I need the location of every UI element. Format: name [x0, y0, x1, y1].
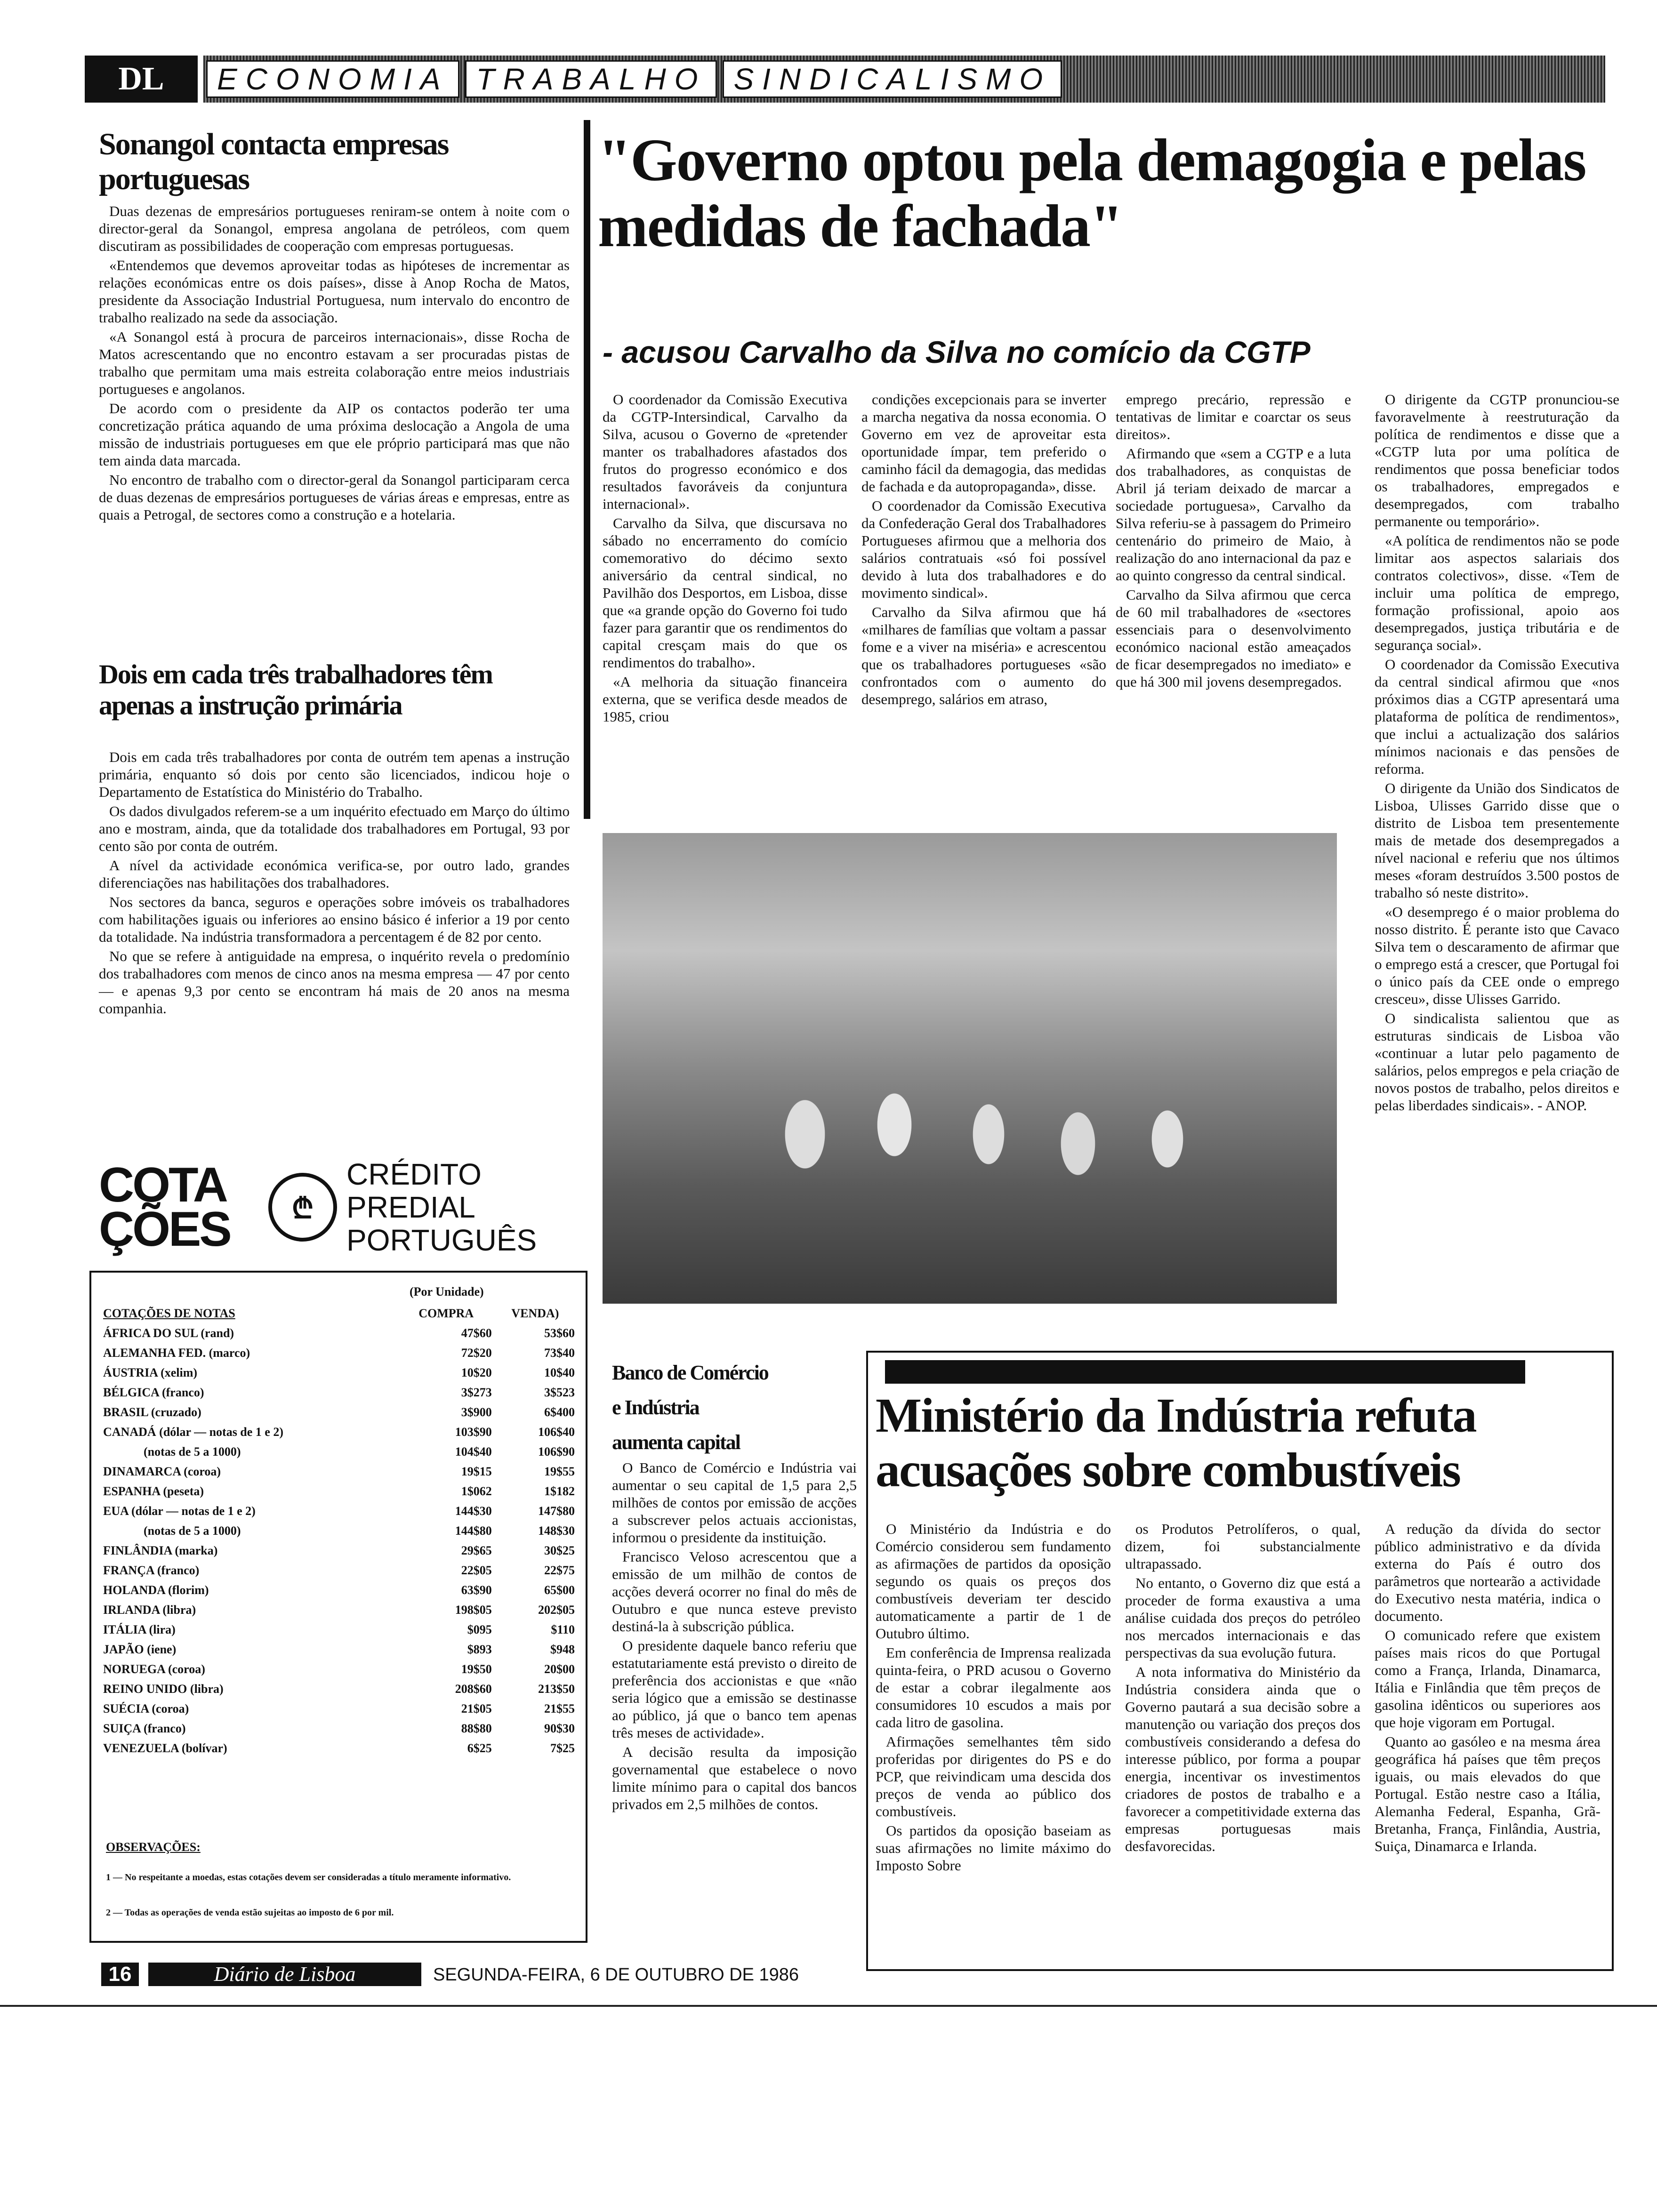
- paragraph: O coordenador da Comissão Executiva da CGTP-Intersindical, Carvalho da Silva, acusou o Governo de «pretender manter os trabalhadores afastados dos frutos do progresso económico e dos resultados favoráveis da conjuntura internacional».: [603, 391, 847, 512]
- sell-rate: 1$182: [544, 1484, 575, 1498]
- currency-name: IRLANDA (libra): [103, 1603, 196, 1617]
- paragraph: «A melhoria da situação financeira externa, que se verifica desde meados de 1985, criou: [603, 673, 847, 725]
- sonangol-body: [99, 202, 570, 525]
- sell-rate: 19$55: [544, 1465, 575, 1478]
- paragraph: emprego precário, repressão e tentativas de limitar e coarctar os seus direitos».: [1116, 391, 1351, 442]
- buy-rate: 208$60: [455, 1682, 492, 1696]
- cgtp-headline: "Governo optou pela demagogia e pelas medidas de fachada": [598, 127, 1586, 259]
- table-row: [101, 1679, 577, 1699]
- buy-rate: 47$60: [461, 1326, 492, 1340]
- table-row: [101, 1739, 577, 1758]
- buy-rate: 103$90: [455, 1425, 492, 1439]
- currency-name: SUÉCIA (coroa): [103, 1702, 189, 1715]
- bci-headline: Banco de Comércio e Indústria aumenta capital: [612, 1361, 768, 1454]
- instrucao-body: [99, 748, 570, 1019]
- currency-name: FINLÂNDIA (marka): [103, 1544, 218, 1557]
- sell-rate: $110: [551, 1623, 575, 1636]
- section-banner: [203, 56, 1605, 103]
- sell-rate: 21$55: [544, 1702, 575, 1715]
- cgtp-subheadline: - acusou Carvalho da Silva no comício da CGTP: [603, 335, 1311, 369]
- sell-rate: 106$90: [538, 1445, 575, 1459]
- paragraph: Afirmando que «sem a CGTP e a luta dos trabalhadores, as conquistas de Abril já teriam deixado de marcar a sociedade portuguesa», Carvalho da Silva referiu-se à passagem do Primeiro centenário do primeiro de Maio, à realização do ano internacional da paz e ao quinto congresso da central sindical.: [1116, 445, 1351, 584]
- table-row: [101, 1600, 577, 1620]
- paragraph: O sindicalista salientou que as estruturas sindicais de Lisboa vão «continuar a lutar pelo pagamento de salários, pelos empregos e pela criação de novos postos de trabalho, pelos direitos e pelas liberdades sindicais». - ANOP.: [1375, 1010, 1619, 1114]
- paragraph: O dirigente da CGTP pronunciou-se favoravelmente à reestruturação da política de rendimentos e disse que a «CGTP luta por uma política de rendimentos que possa beneficiar todos os trabalhadores, empregados e desempregados, com trabalho permanente ou temporário».: [1375, 391, 1619, 529]
- buy-rate: 3$900: [461, 1405, 492, 1419]
- paragraph: Os dados divulgados referem-se a um inquérito efectuado em Março do último ano e mostram, ainda, que da totalidade dos trabalhadores em Portugal, 93 por cento são por conta de outrém.: [99, 803, 570, 854]
- buy-rate: 1$062: [461, 1484, 492, 1498]
- paragraph: Quanto ao gasóleo e na mesma área geográfica há países que têm preços iguais, ou mais elevados do que Portugal. Estão nestre caso a Itália, Alemanha Federal, Espanha, Grã-Bretanha, França, Finlândia, Austria, Suiça, Dinamarca e Irlanda.: [1375, 1733, 1601, 1854]
- buy-rate: 21$05: [461, 1702, 492, 1715]
- section-economia: ECONOMIA: [206, 60, 459, 98]
- currency-name: NORUEGA (coroa): [103, 1662, 205, 1676]
- bank-emblem-icon: ₾: [268, 1173, 337, 1242]
- buy-rate: 88$80: [461, 1722, 492, 1735]
- paragraph: O Banco de Comércio e Indústria vai aumentar o seu capital de 1,5 para 2,5 milhões de contos por emissão de acções a subscrever pelos actuais accionistas, informou o presidente da instituição.: [612, 1459, 857, 1546]
- sonangol-headline: Sonangol contacta empresas portuguesas: [99, 127, 449, 196]
- buy-rate: 72$20: [461, 1346, 492, 1360]
- paragraph: Afirmações semelhantes têm sido proferidas por dirigentes do PS e do PCP, que reivindicam uma descida dos preços de venda ao público dos combustíveis.: [876, 1733, 1111, 1819]
- cgtp-col1: [603, 391, 847, 727]
- table-row: [101, 1699, 577, 1719]
- instrucao-headline: Dois em cada três trabalhadores têm apenas a instrução primária: [99, 659, 492, 721]
- table-row: [101, 1640, 577, 1659]
- paragraph: O coordenador da Comissão Executiva da central sindical afirmou que «nos próximos dias a CGTP apresentará uma plataforma de política de rendimentos», que inclui a actualização dos salários mínimos nacionais e das pensões de reforma.: [1375, 656, 1619, 777]
- paragraph: Os partidos da oposição baseiam as suas afirmações no limite máximo do Imposto Sobre: [876, 1822, 1111, 1874]
- paragraph: «A política de rendimentos não se pode limitar aos aspectos salariais dos contratos colectivos», disse. «Tem de incluir uma política de emprego, formação profissional, apoio aos desempregados, justiça tributária e de segurança social».: [1375, 532, 1619, 653]
- obs-note: 1 — No respeitante a moedas, estas cotações devem ser consideradas a título meramente informativo.: [106, 1872, 511, 1883]
- currency-name: BÉLGICA (franco): [103, 1386, 204, 1399]
- buy-rate: 19$50: [461, 1662, 492, 1676]
- sell-rate: 7$25: [550, 1741, 575, 1755]
- currency-name: (notas de 5 a 1000): [144, 1524, 241, 1538]
- paragraph: Nos sectores da banca, seguros e operações sobre imóveis os trabalhadores com habilitações iguais ou inferiores ao ensino básico é inferior a 19 por cento da totalidade. Na indústria transformadora a percentagem é de 82 por cento.: [99, 894, 570, 945]
- sell-rate: 202$05: [538, 1603, 575, 1617]
- currency-name: ÁFRICA DO SUL (rand): [103, 1326, 234, 1340]
- table-row: [101, 1343, 577, 1363]
- table-row: [101, 1363, 577, 1383]
- cgtp-col2: [861, 391, 1106, 710]
- footer-rule: [0, 2005, 1657, 2007]
- table-row: [101, 1561, 577, 1580]
- buy-rate: 22$05: [461, 1563, 492, 1577]
- sell-rate: 20$00: [544, 1662, 575, 1676]
- section-trabalho: TRABALHO: [465, 60, 717, 98]
- sell-rate: 22$75: [544, 1563, 575, 1577]
- currency-name: ALEMANHA FED. (marco): [103, 1346, 250, 1360]
- paragraph: A nota informativa do Ministério da Indústria considera ainda que o Governo pautará a sua decisão sobre a manutenção ou variação dos preços dos combustíveis considerando a defesa do interesse público, por forma a poupar energia, incentivar os investimentos criadores de postos de trabalho e a favorecer a competitividade externa das empresas portuguesas mais desfavorecidas.: [1125, 1664, 1360, 1854]
- paragraph: Carvalho da Silva afirmou que há «milhares de famílias que voltam a passar fome e a viver na miséria» e acrescentou que os trabalhadores portugueses «são confrontados com o aumento do desemprego, salários em atraso,: [861, 604, 1106, 707]
- combustiveis-col2: [1125, 1520, 1360, 1857]
- table-row: [101, 1580, 577, 1600]
- cgtp-col4: [1375, 391, 1619, 1116]
- table-row: [101, 1462, 577, 1482]
- paragraph: A redução da dívida do sector público administrativo e da dívida externa do País é outro dos parâmetros que nortearão a actividade do Executivo nesta matéria, indica o documento.: [1375, 1521, 1601, 1624]
- paragraph: Francisco Veloso acrescentou que a emissão de um milhão de contos de acções deverá ocorrer no final do mês de Outubro e que nunca esteve previsto destiná-la à subscrição pública.: [612, 1548, 857, 1635]
- buy-rate: 198$05: [455, 1603, 492, 1617]
- currency-name: CANADÁ (dólar — notas de 1 e 2): [103, 1425, 284, 1439]
- sell-rate: 90$30: [544, 1722, 575, 1735]
- cotacoes-title: COTAÇÕES: [99, 1158, 230, 1257]
- section-masthead: [85, 56, 1605, 103]
- paragraph: «A Sonangol está à procura de parceiros internacionais», disse Rocha de Matos acrescentando que no encontro estavam a ser procuradas pistas de trabalho que permitam uma mais estreita colaboração entre meios industriais portugueses e angolanos.: [99, 329, 570, 397]
- paragraph: O presidente daquele banco referiu que estatutariamente está previsto o direito de preferência dos accionistas e que «não seria lógico que a emissão se destinasse ao público, já que o banco tem apenas três meses de actividade».: [612, 1637, 857, 1741]
- sell-rate: 73$40: [544, 1346, 575, 1360]
- table-row: [101, 1442, 577, 1462]
- combustiveis-col1: [876, 1520, 1111, 1876]
- buy-rate: 6$25: [467, 1741, 492, 1755]
- table-row: [101, 1403, 577, 1422]
- sell-rate: 106$40: [538, 1425, 575, 1439]
- paragraph: No entanto, o Governo diz que está a proceder de forma exaustiva a uma análise cuidada dos preços do petróleo nos mercados internacionais e das perspectivas da sua evolução futura.: [1125, 1575, 1360, 1661]
- paragraph: Duas dezenas de empresários portugueses reniram-se ontem à noite com o director-geral da Sonangol, empresa angolana de petróleos, com quem discutiram as possibilidades de cooperação com empresas portuguesas.: [99, 203, 570, 254]
- currency-name: (notas de 5 a 1000): [144, 1445, 241, 1459]
- buy-rate: 104$40: [455, 1445, 492, 1459]
- table-row: [101, 1383, 577, 1403]
- table-row: [101, 1620, 577, 1640]
- col-header-venda: VENDA): [511, 1306, 559, 1320]
- cotacoes-logo: [99, 1153, 574, 1261]
- table-row: [101, 1323, 577, 1343]
- paragraph: O dirigente da União dos Sindicatos de Lisboa, Ulisses Garrido disse que o distrito de Lisboa tem presentemente mais de metade dos desempregados a nível nacional e referiu que nos últimos meses «foram destruídos 3.500 postos de trabalho só neste distrito».: [1375, 780, 1619, 901]
- table-row: [101, 1501, 577, 1521]
- paragraph: Carvalho da Silva afirmou que cerca de 60 mil trabalhadores de «sectores essenciais para o desenvolvimento económico nacional estão ameaçados de ficar desempregados no imediato» e que há 300 mil jovens desempregados.: [1116, 586, 1351, 690]
- sell-rate: 10$40: [544, 1366, 575, 1379]
- buy-rate: $095: [467, 1623, 492, 1636]
- unit-note: (Por Unidade): [410, 1285, 484, 1298]
- sell-rate: $948: [550, 1643, 575, 1656]
- paragraph: De acordo com o presidente da AIP os contactos poderão ter uma concretização prática aquando de uma próxima deslocação a Angola de uma missão de industriais portugueses em que ele próprio participará mas que não tem ainda data marcada.: [99, 400, 570, 469]
- issue-date: SEGUNDA-FEIRA, 6 DE OUTUBRO DE 1986: [433, 1965, 799, 1985]
- table-row: [101, 1521, 577, 1541]
- table-row: [101, 1659, 577, 1679]
- combustiveis-headline: Ministério da Indústria refuta acusações sobre combustíveis: [876, 1388, 1476, 1497]
- sell-rate: 30$25: [544, 1544, 575, 1557]
- rates-table: [101, 1304, 577, 1758]
- bank-name: CRÉDITO PREDIAL PORTUGUÊS: [346, 1157, 537, 1257]
- column-divider: [584, 120, 590, 819]
- currency-name: DINAMARCA (coroa): [103, 1465, 221, 1478]
- combustiveis-bar: [885, 1360, 1525, 1384]
- currency-name: ÁUSTRIA (xelim): [103, 1366, 198, 1379]
- buy-rate: 144$80: [455, 1524, 492, 1538]
- paragraph: A nível da actividade económica verifica-se, por outro lado, grandes diferenciações nas habilitações dos trabalhadores.: [99, 857, 570, 891]
- rally-photo: [603, 833, 1337, 1304]
- sell-rate: 65$00: [544, 1583, 575, 1597]
- buy-rate: 19$15: [461, 1465, 492, 1478]
- bci-body: [612, 1459, 857, 1815]
- sell-rate: 53$60: [544, 1326, 575, 1340]
- sell-rate: 6$400: [544, 1405, 575, 1419]
- obs-note: 2 — Todas as operações de venda estão sujeitas ao imposto de 6 por mil.: [106, 1907, 394, 1918]
- paragraph: Em conferência de Imprensa realizada quinta-feira, o PRD acusou o Governo de estar a cobrar ilegalmente aos consumidores 10 escudos a mais por cada litro de gasolina.: [876, 1644, 1111, 1731]
- paragraph: O Ministério da Indústria e do Comércio considerou sem fundamento as afirmações de partidos da oposição segundo os quais os preços dos combustíveis deveriam ter descido automaticamente a partir de 1 de Outubro último.: [876, 1521, 1111, 1642]
- currency-name: FRANÇA (franco): [103, 1563, 200, 1577]
- currency-name: BRASIL (cruzado): [103, 1405, 201, 1419]
- obs-title: OBSERVAÇÕES:: [106, 1840, 201, 1854]
- paragraph: O comunicado refere que existem países mais ricos do que Portugal como a França, Irlanda, Dinamarca, Itália e Finlândia que têm preços de gasolina idênticos ou superiores aos que hoje vigoram em Portugal.: [1375, 1627, 1601, 1731]
- rates-body: [101, 1323, 577, 1758]
- paragraph: condições excepcionais para se inverter a marcha negativa da nossa economia. O Governo em vez de aproveitar esta oportunidade ímpar, tem preferido o caminho fácil da demagogia, das medidas de fachada e da autopropaganda», disse.: [861, 391, 1106, 495]
- currency-name: ESPANHA (peseta): [103, 1484, 204, 1498]
- currency-name: VENEZUELA (bolívar): [103, 1741, 227, 1755]
- paragraph: A decisão resulta da imposição governamental que estabelece o novo limite mínimo para o capital dos bancos privados em 2,5 milhões de contos.: [612, 1744, 857, 1812]
- currency-name: HOLANDA (florim): [103, 1583, 209, 1597]
- table-row: [101, 1422, 577, 1442]
- sell-rate: 3$523: [544, 1386, 575, 1399]
- paragraph: No que se refere à antiguidade na empresa, o inquérito revela o predomínio dos trabalhadores com menos de cinco anos na mesma empresa — 47 por cento — e apenas 9,3 por cento se encontram há mais de 20 anos na mesma companhia.: [99, 948, 570, 1017]
- currency-name: ITÁLIA (lira): [103, 1623, 176, 1636]
- sell-rate: 147$80: [538, 1504, 575, 1518]
- col-header-compra: COMPRA: [418, 1306, 474, 1320]
- cgtp-col3: [1116, 391, 1351, 692]
- col-header-notas: COTAÇÕES DE NOTAS: [103, 1306, 235, 1320]
- sell-rate: 213$50: [538, 1682, 575, 1696]
- table-row: [101, 1719, 577, 1739]
- newspaper-logo: DL: [85, 56, 198, 103]
- combustiveis-col3: [1375, 1520, 1601, 1857]
- paragraph: Carvalho da Silva, que discursava no sábado no encerramento do comício comemorativo do décimo sexto aniversário da central sindical, no Pavilhão dos Desportos, em Lisboa, disse que «a grande opção do Governo foi tudo fazer para garantir que os rendimentos do capital cresçam mais do que os rendimentos do trabalho».: [603, 515, 847, 671]
- buy-rate: 10$20: [461, 1366, 492, 1379]
- buy-rate: 3$273: [461, 1386, 492, 1399]
- section-sindicalismo: SINDICALISMO: [723, 60, 1062, 98]
- paragraph: Dois em cada três trabalhadores por conta de outrém tem apenas a instrução primária, enquanto só dois por cento são licenciados, indicou hoje o Departamento de Estatística do Ministério do Trabalho.: [99, 749, 570, 800]
- buy-rate: $893: [467, 1643, 492, 1656]
- currency-name: SUIÇA (franco): [103, 1722, 186, 1735]
- buy-rate: 29$65: [461, 1544, 492, 1557]
- buy-rate: 144$30: [455, 1504, 492, 1518]
- paragraph: No encontro de trabalho com o director-geral da Sonangol participaram cerca de duas dezenas de empresários portugueses de várias áreas e empresas, entre as quais a Petrogal, de sectores como a construção e a hotelaria.: [99, 472, 570, 523]
- table-row: [101, 1482, 577, 1501]
- page-number: 16: [101, 1963, 139, 1986]
- currency-name: JAPÃO (iene): [103, 1643, 177, 1656]
- currency-name: REINO UNIDO (libra): [103, 1682, 224, 1696]
- paragraph: «O desemprego é o maior problema do nosso distrito. É perante isto que Cavaco Silva tem o descaramento de afirmar que o emprego está a crescer, que Portugal foi o único país da CEE onde o emprego cresceu», disse Ulisses Garrido.: [1375, 904, 1619, 1007]
- newspaper-name: Diário de Lisboa: [148, 1963, 421, 1986]
- paragraph: os Produtos Petrolíferos, o qual, dizem, foi substancialmente ultrapassado.: [1125, 1521, 1360, 1572]
- sell-rate: 148$30: [538, 1524, 575, 1538]
- currency-name: EUA (dólar — notas de 1 e 2): [103, 1504, 256, 1518]
- paragraph: O coordenador da Comissão Executiva da Confederação Geral dos Trabalhadores Portugueses afirmou que a melhoria dos salários contratuais «só foi possível devido à luta dos trabalhadores e do movimento sindical».: [861, 497, 1106, 601]
- buy-rate: 63$90: [461, 1583, 492, 1597]
- paragraph: «Entendemos que devemos aproveitar todas as hipóteses de incrementar as relações económicas entre os dois países», disse à Anop Rocha de Matos, presidente da Associação Industrial Portuguesa, num intervalo do encontro de trabalho realizado na sede da associação.: [99, 257, 570, 326]
- table-row: [101, 1541, 577, 1561]
- table-header-row: [101, 1304, 577, 1323]
